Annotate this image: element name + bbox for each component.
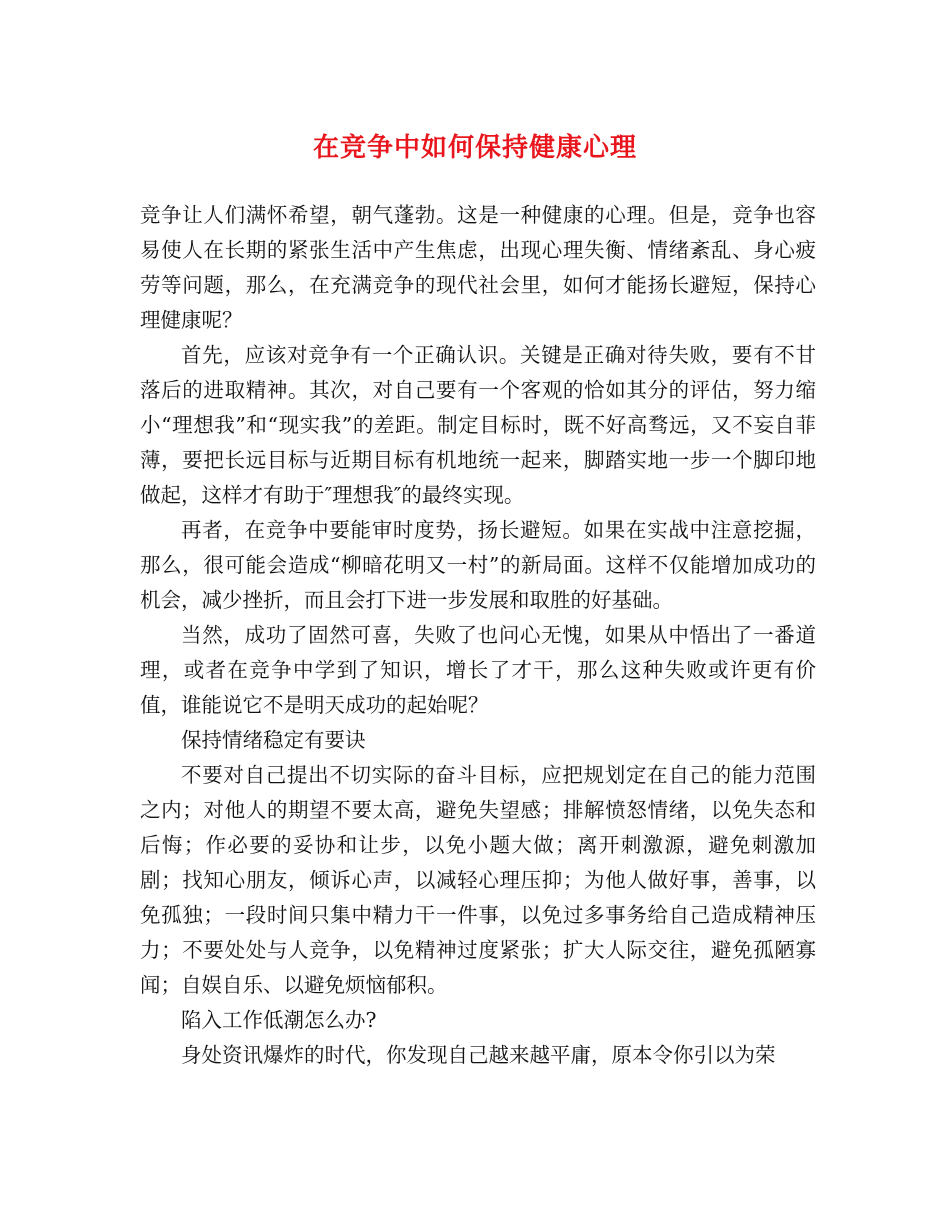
- paragraph-intro: 竞争让人们满怀希望，朝气蓬勃。这是一种健康的心理。但是，竞争也容易使人在长期的紧张生活中产生焦虑，出现心理失衡、情绪紊乱、身心疲劳等问题，那么，在充满竞争的现代社会里，如何才能扬长避短，保持心理健康呢？: [140, 203, 816, 332]
- paragraph-third-point: 当然，成功了固然可喜，失败了也问心无愧，如果从中悟出了一番道理，或者在竞争中学到了知识，增长了才干，那么这种失败或许更有价值，谁能说它不是明天成功的起始呢？: [140, 623, 816, 717]
- article-body: [140, 198, 816, 1073]
- section-heading-work-low: 陷入工作低潮怎么办?: [181, 1008, 377, 1032]
- paragraph-second-point: 再者，在竞争中要能审时度势，扬长避短。如果在实战中注意挖掘，那么，很可能会造成“柳暗花明又一村”的新局面。这样不仅能增加成功的机会，减少挫折，而且会打下进一步发展和取胜的好基础。: [140, 518, 816, 612]
- paragraph-work-low: 身处资讯爆炸的时代，你发现自己越来越平庸，原本令你引以为荣: [181, 1043, 776, 1067]
- paragraph-first-point: 首先，应该对竞争有一个正确认识。关键是正确对待失败，要有不甘落后的进取精神。其次，对自己要有一个客观的恰如其分的评估，努力缩小“理想我”和“现实我”的差距。制定目标时，既不好高骛远，又不妄自菲薄，要把长远目标与近期目标有机地统一起来，脚踏实地一步一个脚印地做起，这样才有助于″理想我″的最终实现。: [140, 343, 816, 507]
- section-heading-emotion: 保持情绪稳定有要诀: [181, 728, 366, 752]
- page-title: 在竞争中如何保持健康心理: [312, 133, 637, 163]
- paragraph-emotion-tips: 不要对自己提出不切实际的奋斗目标，应把规划定在自己的能力范围之内；对他人的期望不要太高，避免失望感；排解愤怒情绪，以免失态和后悔；作必要的妥协和让步，以免小题大做；离开刺激源，避免刺激加剧；找知心朋友，倾诉心声，以减轻心理压抑；为他人做好事，善事，以免孤独；一段时间只集中精力干一件事，以免过多事务给自己造成精神压力；不要处处与人竞争，以免精神过度紧张；扩大人际交往，避免孤陋寡闻；自娱自乐、以避免烦恼郁积。: [140, 763, 816, 997]
